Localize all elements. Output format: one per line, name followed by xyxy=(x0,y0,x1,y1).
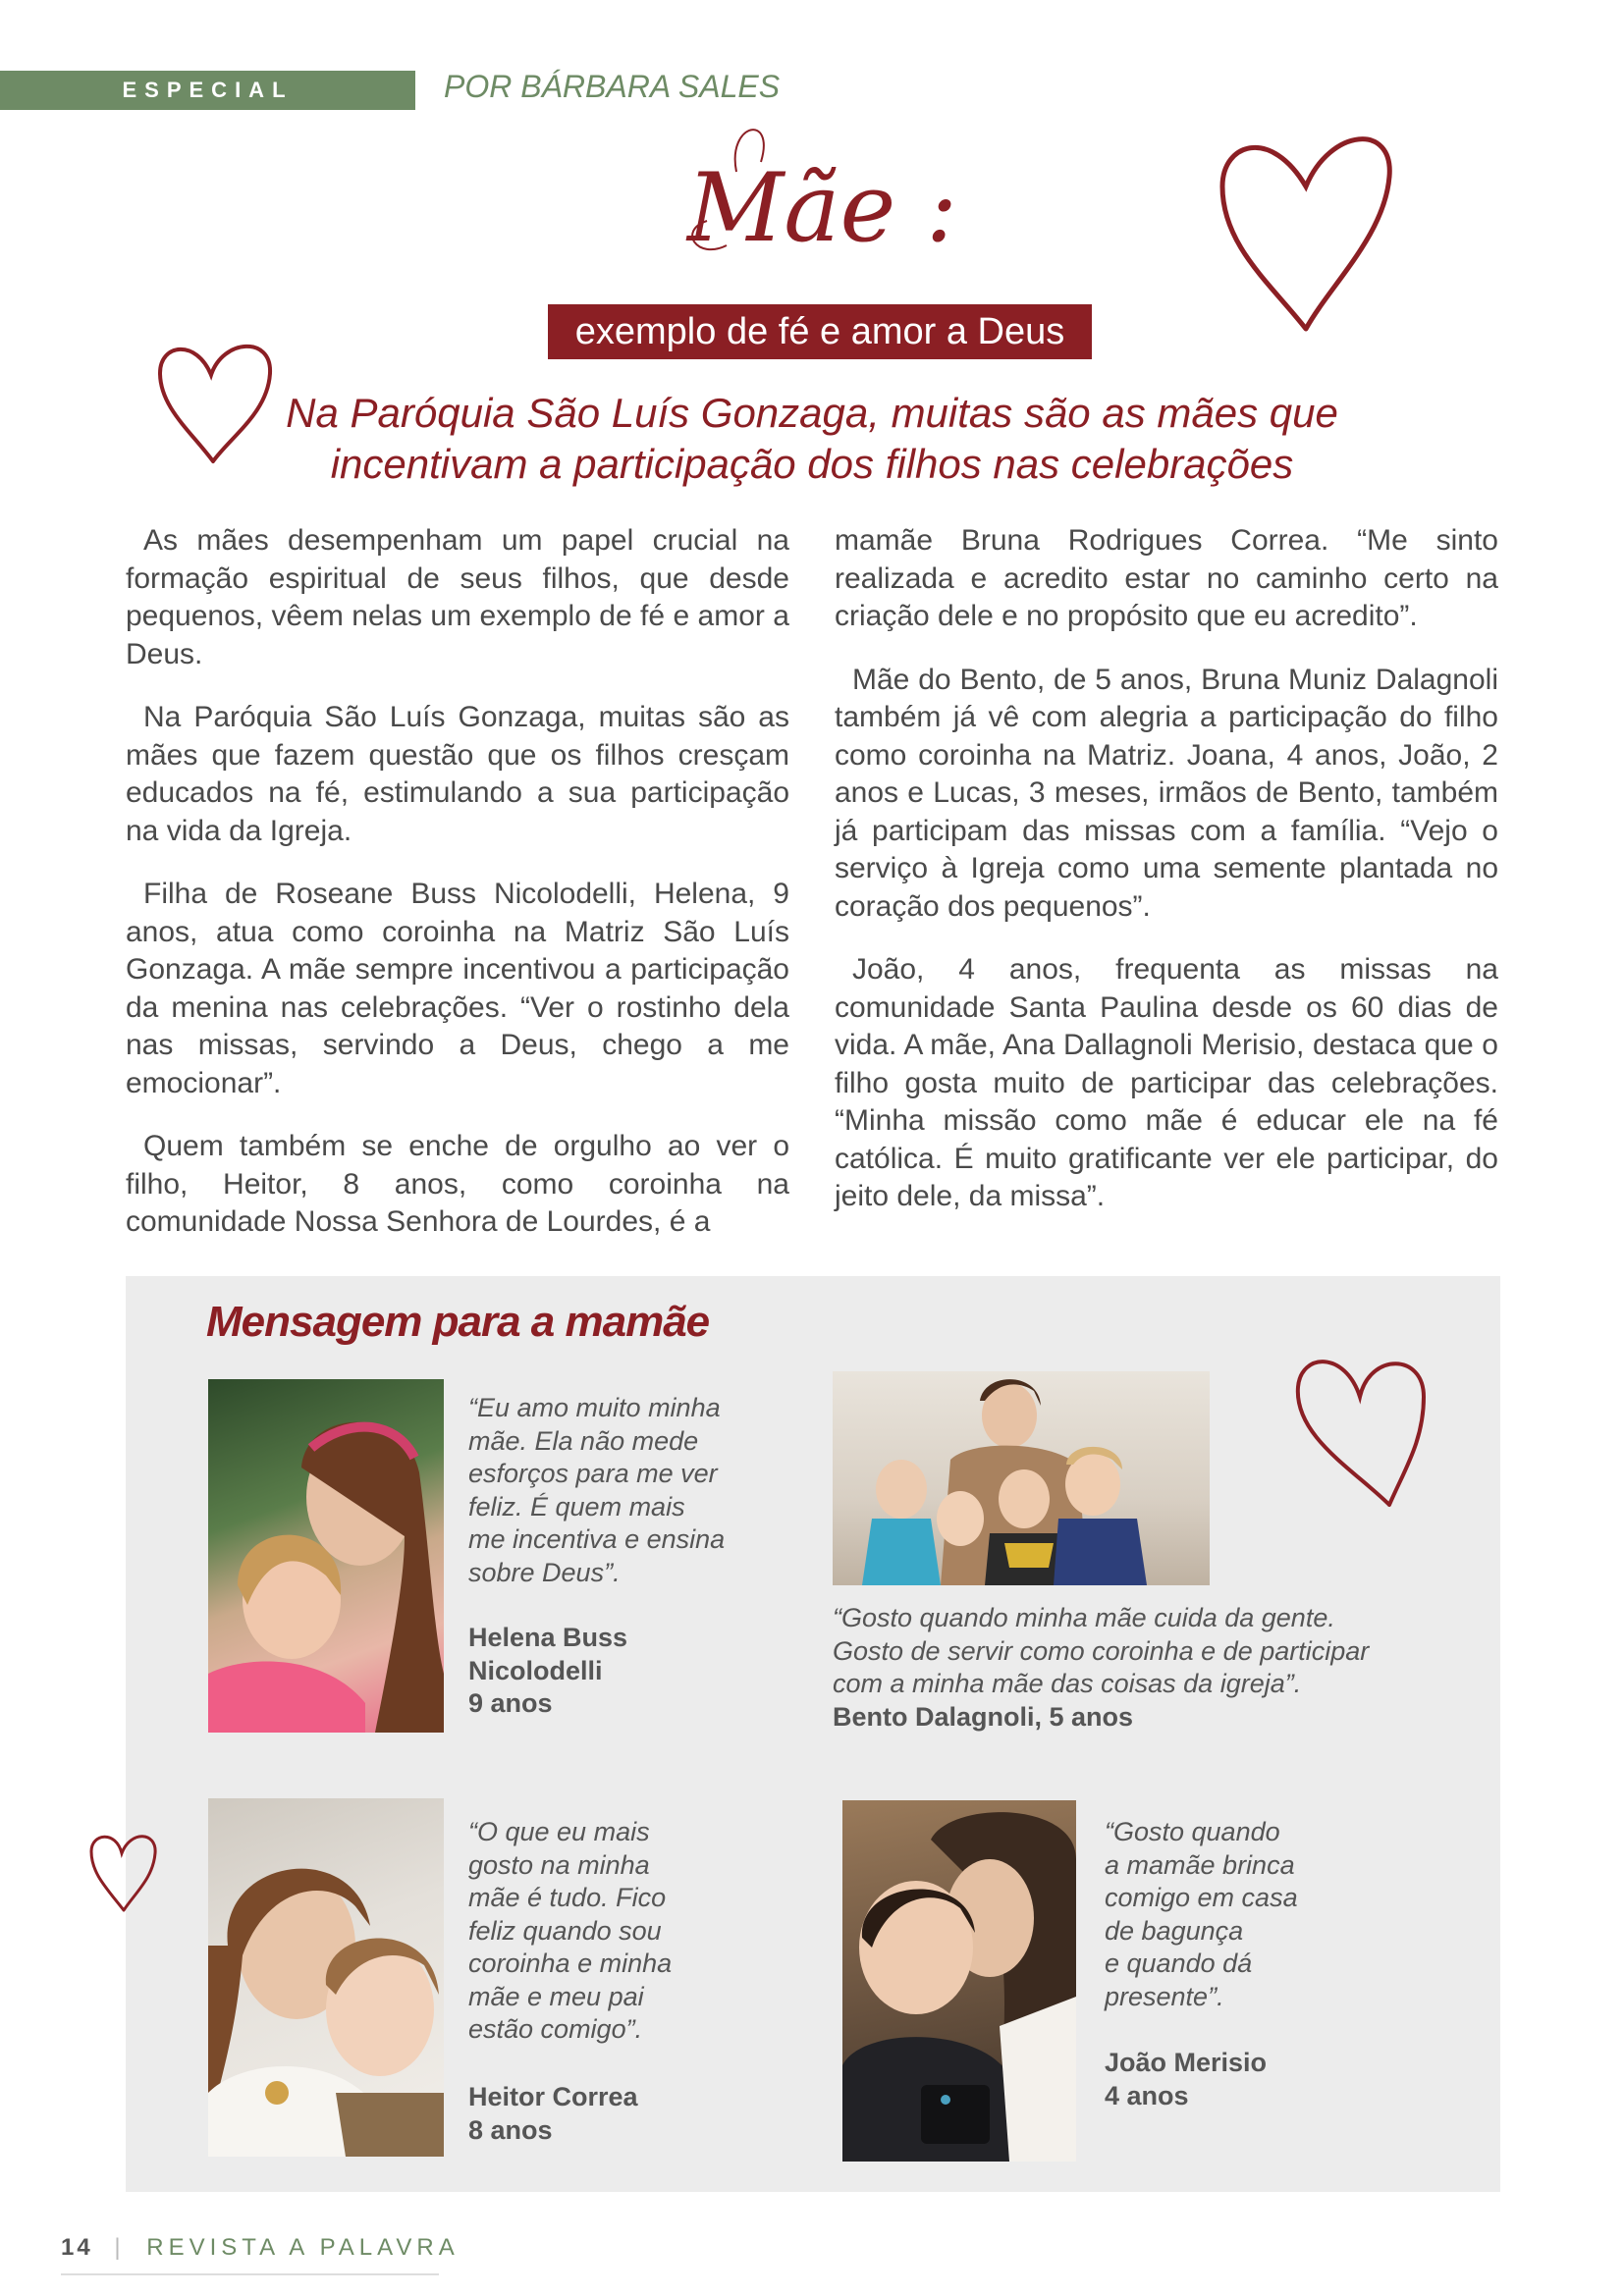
quote-line: mãe e meu pai xyxy=(468,1981,644,2011)
quote-line: com a minha mãe das coisas da igreja”. xyxy=(833,1669,1302,1698)
heart-icon xyxy=(1286,1343,1434,1515)
quote-bento xyxy=(833,1602,1369,1701)
paragraph: As mães desempenham um papel crucial na formação espiritual de seus filhos, que desde pequenos, vêem nelas um exemplo de fé e amor a Deus. xyxy=(126,524,789,670)
quote-heitor xyxy=(468,1816,672,2047)
body-column-left xyxy=(126,522,789,1267)
quote-line: feliz quando sou xyxy=(468,1915,662,1946)
credit-line: Bento Dalagnoli, 5 anos xyxy=(833,1702,1134,1732)
heart-icon xyxy=(1213,118,1399,339)
quote-line: “O que eu mais xyxy=(468,1817,650,1846)
lede-line: incentivam a participação dos filhos nas celebrações xyxy=(330,441,1294,487)
credit-line: Heitor Correa xyxy=(468,2082,638,2111)
title-script xyxy=(668,113,992,270)
credit-joao xyxy=(1105,2047,1267,2112)
quote-line: mãe é tudo. Fico xyxy=(468,1883,667,1912)
quote-line: sobre Deus”. xyxy=(468,1557,621,1587)
quote-line: esforços para me ver xyxy=(468,1459,718,1488)
credit-line: Nicolodelli xyxy=(468,1655,603,1685)
credit-helena xyxy=(468,1622,627,1721)
quote-line: coroinha e minha xyxy=(468,1949,673,1978)
quote-line: me incentiva e ensina xyxy=(468,1524,726,1554)
paragraph: Quem também se enche de orgulho ao ver o filho, Heitor, 8 anos, como coroinha na comunidade Nossa Senhora de Lourdes, é a xyxy=(126,1130,789,1238)
heart-icon xyxy=(86,1824,160,1917)
footer-separator: | xyxy=(114,2234,126,2261)
paragraph: Filha de Roseane Buss Nicolodelli, Helena, 9 anos, atua como coroinha na Matriz São Luís Gonzaga. A mãe sempre incentivou a participação da menina nas celebrações. “Ver o rostinho dela nas missas, servindo a Deus, chego a me emocionar”. xyxy=(126,878,789,1099)
photo-heitor xyxy=(208,1798,444,2157)
credit-bento xyxy=(833,1701,1133,1735)
quote-joao xyxy=(1105,1816,1298,2013)
page-number: 14 xyxy=(61,2234,93,2261)
box-title: Mensagem para a mamãe xyxy=(206,1298,710,1346)
quote-line: mãe. Ela não mede xyxy=(468,1425,699,1456)
section-tag: ESPECIAL xyxy=(122,78,294,102)
magazine-name: REVISTA A PALAVRA xyxy=(146,2234,460,2261)
subtitle: exemplo de fé e amor a Deus xyxy=(574,311,1065,352)
quote-line: e quando dá xyxy=(1105,1949,1253,1978)
quote-line: estão comigo”. xyxy=(468,2014,643,2044)
quote-line: “Eu amo muito minha xyxy=(468,1393,721,1422)
quote-line: gosto na minha xyxy=(468,1849,650,1880)
quote-line: feliz. É quem mais xyxy=(468,1491,685,1522)
paragraph: mamãe Bruna Rodrigues Correa. “Me sinto realizada e acredito estar no caminho certo na criação dele e no propósito que eu acredito”. xyxy=(835,524,1498,632)
paragraph: João, 4 anos, frequenta as missas na comunidade Santa Paulina desde os 60 dias de vida. A mãe, Ana Dallagnoli Merisio, destaca que o filho gosta muito de participar das celebrações. “Minha missão como mãe é educar ele na fé católica. É muito gratificante ver ele participar, do jeito dele, da missa”. xyxy=(835,953,1498,1212)
quote-line: comigo em casa xyxy=(1105,1883,1298,1912)
lede xyxy=(245,388,1379,490)
credit-line: Helena Buss xyxy=(468,1623,628,1652)
lede-line: Na Paróquia São Luís Gonzaga, muitas são as mães que xyxy=(286,390,1338,436)
quote-line: a mamãe brinca xyxy=(1105,1849,1295,1880)
photo-bento-family xyxy=(833,1371,1210,1585)
title-main: Mãe : xyxy=(687,153,958,263)
paragraph: Mãe do Bento, de 5 anos, Bruna Muniz Dalagnoli também já vê com alegria a participação do filho como coroinha na Matriz. Joana, 4 anos, João, 2 anos e Lucas, 3 meses, irmãos de Bento, também já participam das missas com a família. “Vejo o serviço à Igreja como uma semente plantada no coração dos pequenos”. xyxy=(835,663,1498,923)
footer-rule xyxy=(61,2273,439,2275)
quote-helena xyxy=(468,1392,725,1589)
credit-line: 8 anos xyxy=(468,2114,553,2145)
credit-line: 9 anos xyxy=(468,1688,553,1718)
photo-helena xyxy=(208,1379,444,1733)
quote-line: presente”. xyxy=(1105,1981,1224,2011)
byline: POR BÁRBARA SALES xyxy=(444,69,781,104)
paragraph: Na Paróquia São Luís Gonzaga, muitas são as mães que fazem questão que os filhos cresçam educados na fé, estimulando a sua participação na vida da Igreja. xyxy=(126,701,789,847)
quote-line: “Gosto quando xyxy=(1105,1817,1280,1846)
quote-line: de bagunça xyxy=(1105,1915,1244,1946)
body-column-right xyxy=(835,522,1498,1242)
credit-heitor xyxy=(468,2081,638,2147)
credit-line: 4 anos xyxy=(1105,2080,1189,2110)
quote-line: “Gosto quando minha mãe cuida da gente. xyxy=(833,1603,1335,1632)
photo-joao xyxy=(842,1800,1076,2162)
page-footer xyxy=(61,2234,460,2262)
credit-line: João Merisio xyxy=(1105,2048,1268,2077)
quote-line: Gosto de servir como coroinha e de participar xyxy=(833,1635,1370,1666)
